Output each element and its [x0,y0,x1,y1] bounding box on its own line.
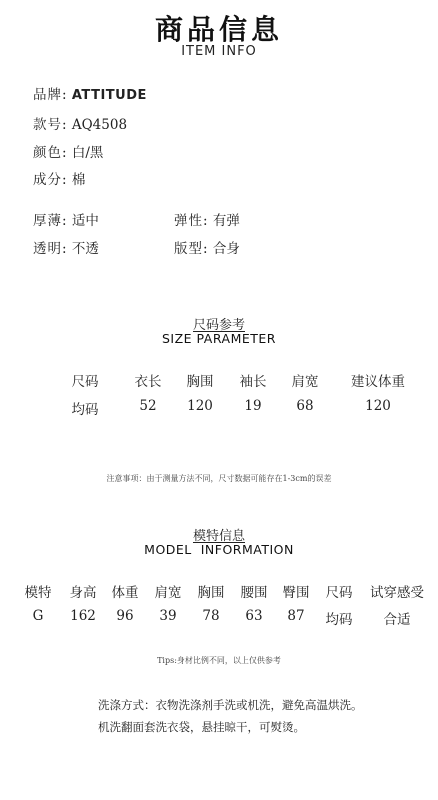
model-title-cn: 模特信息 [192,529,245,544]
fit-row [174,237,240,257]
brand-value: ATTITUDE [71,88,147,103]
model-header-cell: 腰围 [240,585,268,601]
model-value-cell: 合适 [383,612,411,628]
size-value-cell: 120 [187,398,213,414]
thickness-row [33,209,99,229]
model-header-cell: 模特 [24,585,52,601]
color-label: 颜色: [33,145,68,161]
size-note: 注意事项：由于测量方法不同，尺寸数据可能存在1-3cm的误差 [106,474,332,483]
size-value-cell: 120 [365,398,391,414]
size-title-cn: 尺码参考 [192,318,245,333]
brand-row [33,83,147,103]
model-value-cell: 162 [70,608,96,624]
color-value: 白/黑 [71,145,104,161]
page-subtitle: ITEM INFO [181,44,257,59]
model-header-cell: 试穿感受 [370,585,424,601]
size-header-cell: 肩宽 [291,374,319,390]
material-label: 成分: [33,172,68,188]
model-value-cell: G [32,608,44,624]
material-value: 棉 [71,172,86,188]
color-row [33,141,103,161]
model-header-cell: 体重 [111,585,139,601]
transparency-label: 透明: [33,241,68,257]
style-no-label: 款号: [33,117,68,133]
model-header-cell: 胸围 [197,585,225,601]
model-header-cell: 臀围 [282,585,310,601]
size-header-cell: 衣长 [134,374,162,390]
style-no-value: AQ4508 [71,117,128,133]
thickness-value: 适中 [71,213,99,229]
size-header-cell: 尺码 [71,374,99,390]
size-value-cell: 19 [244,398,262,414]
care-line-2: 机洗翻面套洗衣袋，悬挂晾干，可熨烫。 [98,720,305,734]
model-value-cell: 78 [202,608,220,624]
model-value-cell: 39 [159,608,177,624]
elasticity-label: 弹性: [174,213,209,229]
size-header-cell: 袖长 [239,374,267,390]
elasticity-value: 有弹 [212,213,240,229]
transparency-row [33,237,99,257]
size-header-cell: 胸围 [186,374,214,390]
elasticity-row [174,209,240,229]
size-title-en: SIZE PARAMETER [162,331,276,346]
transparency-value: 不透 [71,241,99,257]
fit-value: 合身 [212,241,240,257]
model-value-cell: 96 [116,608,134,624]
material-row [33,168,85,188]
model-title-en: MODEL INFORMATION [144,542,294,557]
model-value-cell: 63 [245,608,263,624]
model-header-cell: 身高 [69,585,97,601]
size-value-cell: 68 [296,398,314,414]
brand-label: 品牌: [33,87,68,103]
fit-label: 版型: [174,241,209,257]
size-value-cell: 52 [139,398,157,414]
thickness-label: 厚薄: [33,213,68,229]
model-value-cell: 87 [287,608,305,624]
size-header-cell: 建议体重 [351,374,405,390]
model-header-cell: 尺码 [325,585,353,601]
size-value-cell: 均码 [71,402,99,418]
page-title: 商品信息 [154,13,283,46]
model-note: Tips:身材比例不同，以上仅供参考 [157,656,281,665]
model-header-cell: 肩宽 [154,585,182,601]
care-line-1: 洗涤方式：衣物洗涤剂手洗或机洗，避免高温烘洗。 [98,698,363,712]
model-value-cell: 均码 [325,612,353,628]
style-no-row [33,113,127,133]
